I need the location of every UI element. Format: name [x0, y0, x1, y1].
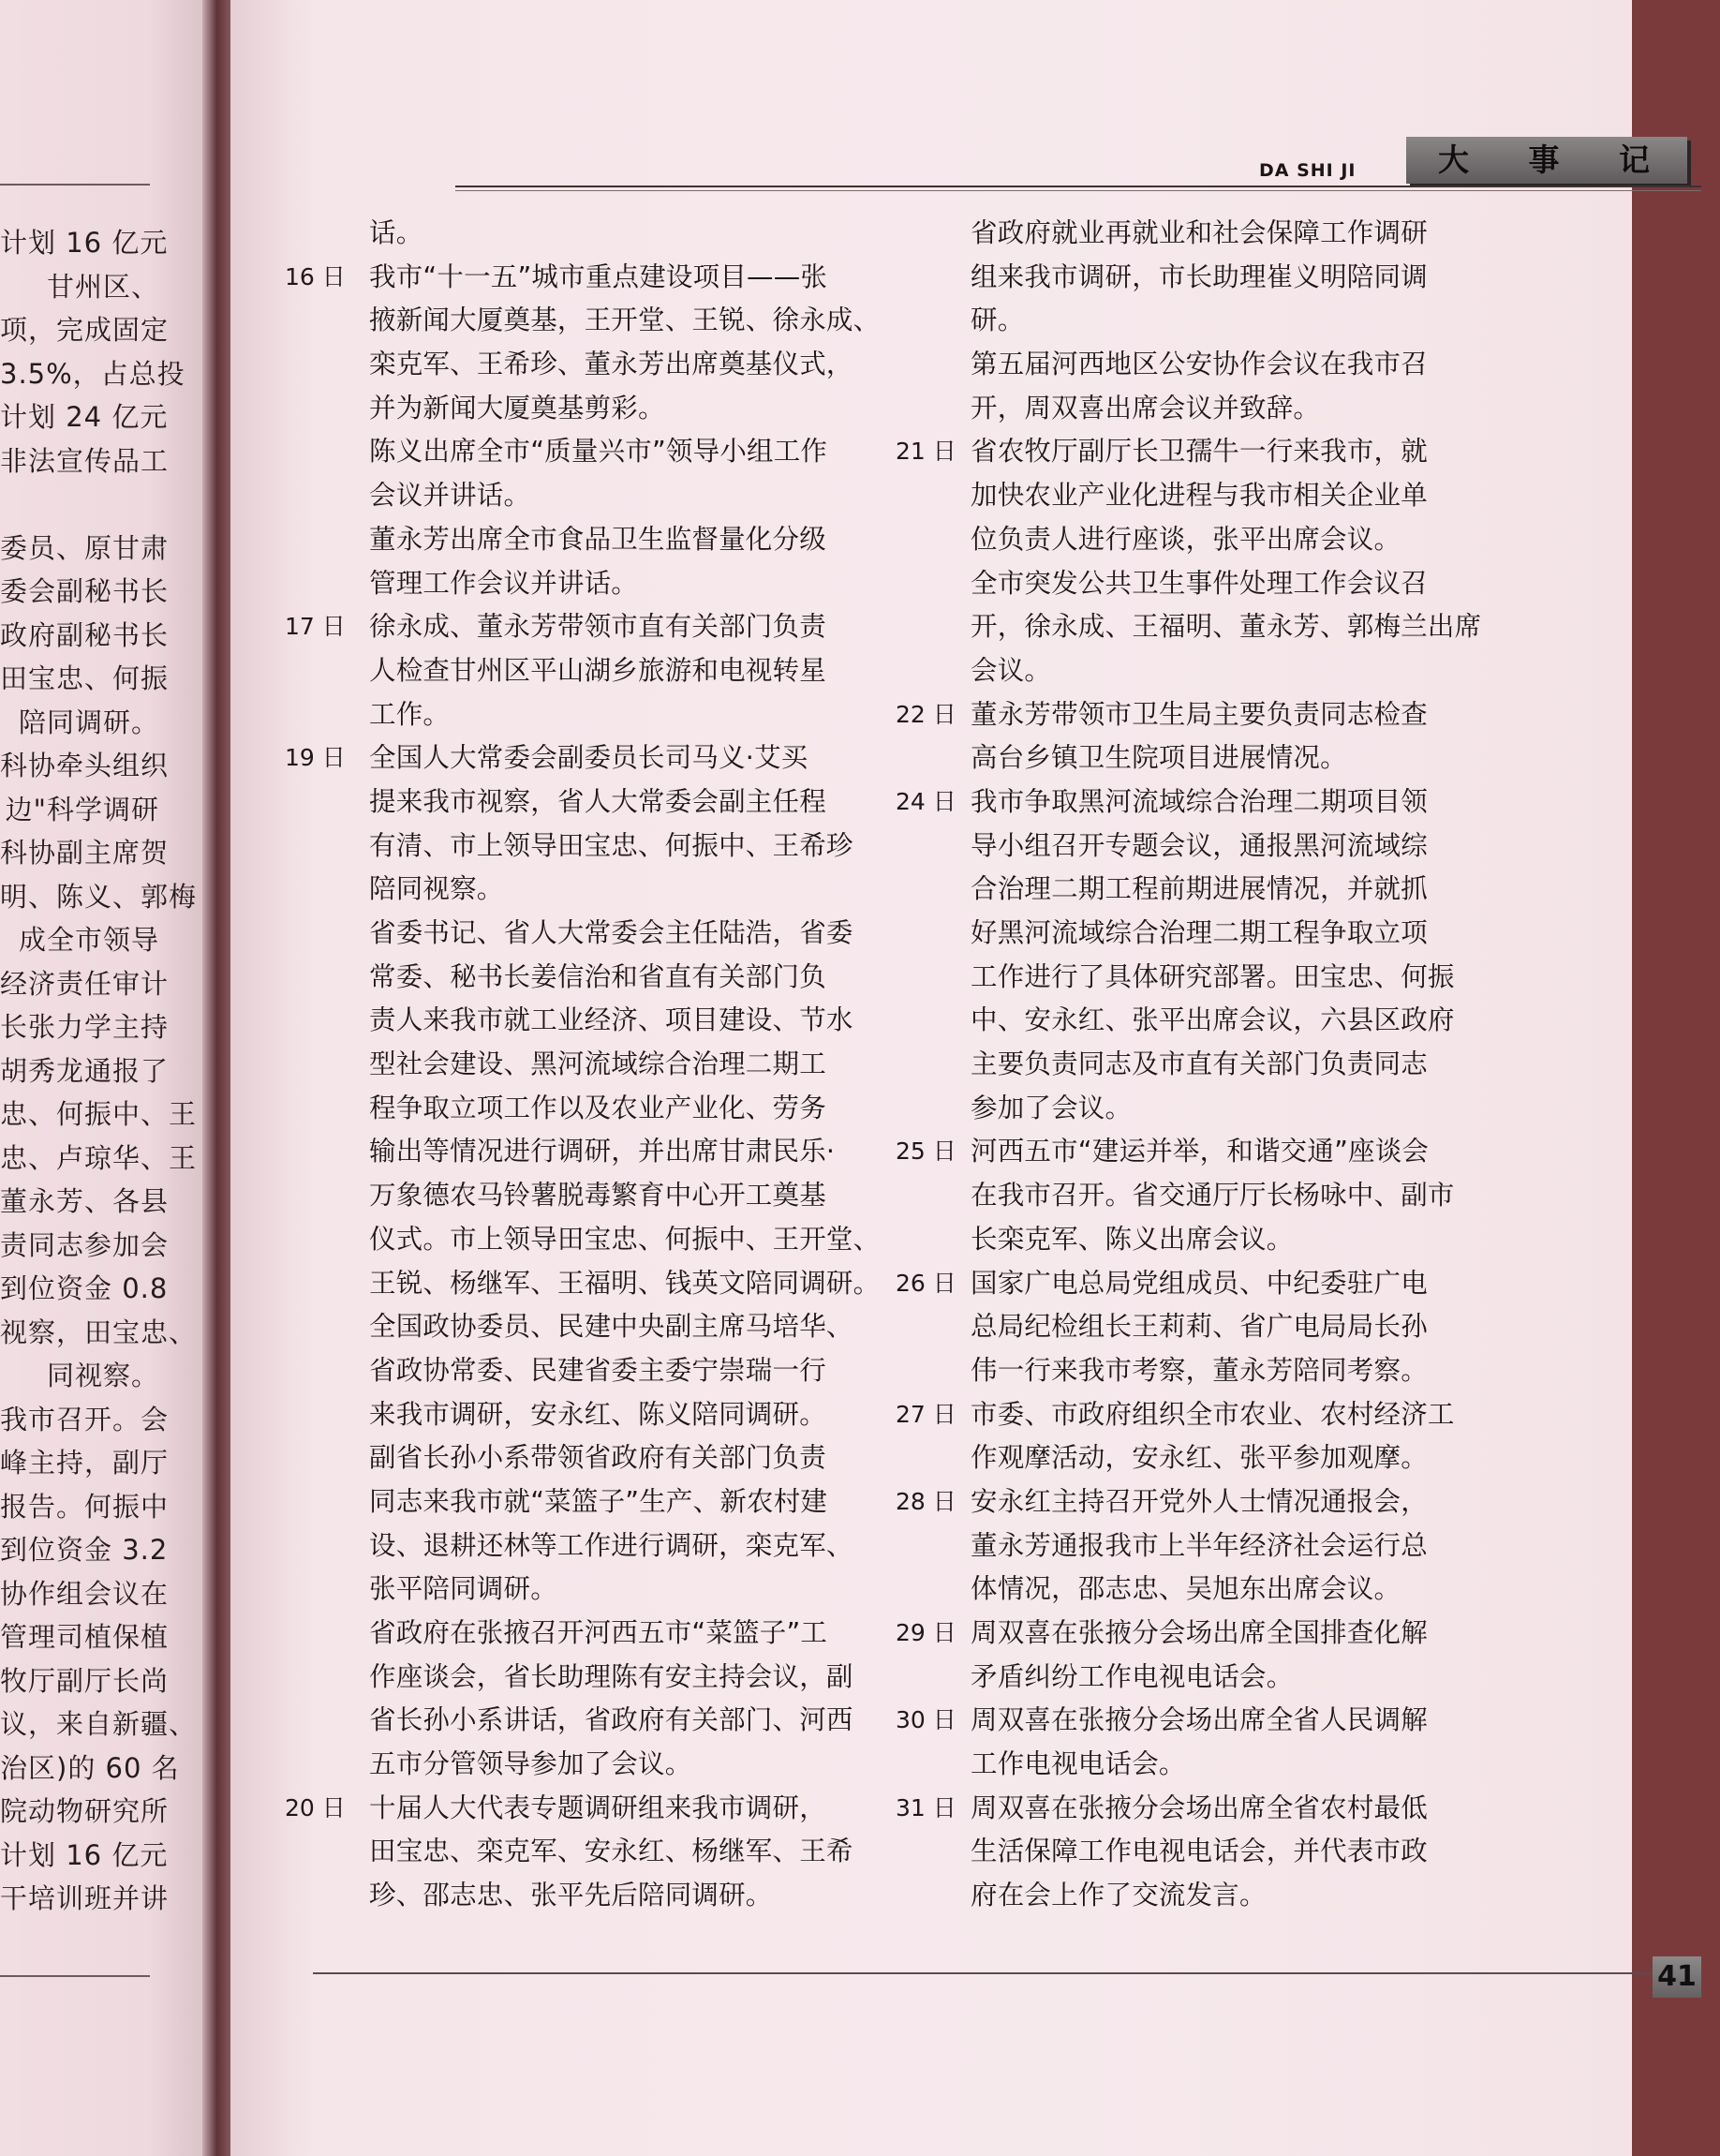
entry-text	[369, 605, 852, 736]
facing-page-line: 计划 16 亿元	[0, 1838, 169, 1871]
entry-text	[369, 1436, 852, 1612]
entry-text-line: 会议并讲话。	[369, 480, 531, 512]
entry-text-line: 工作电视电话会。	[971, 1748, 1186, 1780]
facing-page-line: 政府副秘书长	[0, 618, 170, 651]
section-title: 大 事 记	[1438, 141, 1674, 178]
chronicle-entry	[896, 1130, 1720, 1261]
chronicle-entry	[285, 1787, 941, 1918]
chronicle-entry	[896, 1393, 1720, 1480]
entry-text-line: 主要负责同志及市直有关部门负责同志	[971, 1048, 1428, 1080]
facing-page-line: 委会副秘书长	[0, 575, 170, 607]
entry-text	[369, 518, 852, 605]
entry-text-line: 研。	[971, 305, 1025, 336]
entry-text-line: 河西五市“建运并举，和谐交通”座谈会	[971, 1136, 1430, 1167]
facing-page-line: 明、陈义、郭梅	[0, 880, 198, 913]
entry-date	[285, 1305, 369, 1436]
entry-text-line: 张平陪同调研。	[369, 1573, 557, 1605]
entry-text-line: 五市分管领导参加了会议。	[369, 1748, 692, 1780]
entry-text-line: 市委、市政府组织全市农业、农村经济工	[971, 1398, 1455, 1430]
entry-date	[896, 212, 971, 343]
facing-page-line: 科协牵头组织	[0, 750, 170, 781]
entry-text-line: 作座谈会，省长助理陈有安主持会议，副	[369, 1660, 853, 1692]
chronicle-entry	[285, 912, 941, 1305]
entry-text-line: 徐永成、董永芳带领市直有关部门负责	[369, 611, 826, 643]
facing-page-line: 甘州区、	[46, 270, 159, 303]
facing-page-line: 成全市领导	[18, 924, 159, 956]
chronicle-entry	[896, 562, 1720, 693]
header-pinyin: DA SHI JI	[1259, 160, 1357, 181]
entry-text-line: 董永芳带领市卫生局主要负责同志检查	[971, 698, 1428, 730]
entry-text-line: 程争取立项工作以及农业产业化、劳务	[369, 1092, 826, 1123]
entry-text-line: 陪同视察。	[369, 873, 504, 905]
entry-text	[369, 1305, 852, 1436]
entry-date	[285, 1612, 369, 1787]
facing-page-top-rule	[0, 184, 150, 186]
entry-text-line: 府在会上作了交流发言。	[971, 1880, 1267, 1911]
entry-text	[369, 212, 852, 256]
entry-text-line: 好黑河流域综合治理二期工程争取立项	[971, 917, 1428, 948]
entry-text-line: 田宝忠、栾克军、安永红、杨继军、王希	[369, 1836, 853, 1867]
chronicle-entry	[896, 693, 1720, 781]
entry-date: 20 日	[285, 1793, 346, 1821]
facing-page-line: 管理司植保植	[0, 1621, 170, 1653]
entry-text-line: 设、退耕还林等工作进行调研，栾克军、	[369, 1529, 853, 1561]
facing-page-line: 我市召开。会	[0, 1403, 170, 1435]
entry-text-line: 陈义出席全市“质量兴市”领导小组工作	[369, 436, 828, 468]
facing-page-line: 到位资金 0.8	[0, 1272, 169, 1304]
entry-text-line: 在我市召开。省交通厅厅长杨咏中、副市	[971, 1180, 1455, 1212]
entry-date	[896, 562, 971, 693]
chronicle-entry	[896, 343, 1720, 430]
entry-date	[285, 518, 369, 605]
page-number: 41	[1653, 1956, 1701, 1998]
entry-text-line: 提来我市视察，省人大常委会副主任程	[369, 785, 826, 817]
entry-date	[285, 430, 369, 517]
chronicle-entry	[285, 1436, 941, 1612]
facing-page-line: 干培训班并讲	[0, 1882, 170, 1914]
entry-text-line: 周双喜在张掖分会场出席全国排查化解	[971, 1617, 1428, 1648]
facing-page-line: 计划 16 亿元	[0, 227, 169, 259]
entry-text-line: 管理工作会议并讲话。	[369, 567, 639, 599]
entry-date: 19 日	[285, 744, 346, 772]
entry-text	[369, 736, 852, 912]
entry-text-line: 工作。	[369, 698, 451, 730]
chronicle-entry	[285, 430, 941, 517]
facing-page-line: 峰主持，副厅	[0, 1447, 170, 1479]
entry-text	[971, 343, 1476, 430]
entry-text-line: 生活保障工作电视电话会，并代表市政	[971, 1836, 1428, 1867]
entry-text	[369, 256, 881, 431]
entry-text-line: 全市突发公共卫生事件处理工作会议召	[971, 567, 1428, 599]
entry-date: 17 日	[285, 613, 346, 641]
chronicle-entry	[896, 781, 1720, 1131]
facing-page-line: 委员、原甘肃	[0, 531, 170, 564]
entry-text-line: 参加了会议。	[971, 1092, 1133, 1123]
entry-date: 27 日	[896, 1400, 956, 1428]
entry-text-line: 董永芳通报我市上半年经济社会运行总	[971, 1529, 1428, 1561]
facing-page-line: 院动物研究所	[0, 1795, 170, 1827]
entry-text	[369, 1612, 852, 1787]
entry-text-line: 开，周双喜出席会议并致辞。	[971, 392, 1321, 424]
entry-text-line: 仪式。市上领导田宝忠、何振中、王开堂、	[369, 1223, 881, 1255]
facing-page-line: 边"科学调研	[5, 793, 159, 825]
entry-text-line: 体情况，邵志忠、吴旭东出席会议。	[971, 1573, 1401, 1605]
facing-page-line: 田宝忠、何振	[0, 662, 170, 694]
entry-text-line: 总局纪检组长王莉莉、省广电局局长孙	[971, 1311, 1428, 1343]
footer-rule	[313, 1972, 1699, 1974]
chronicle-entry	[896, 1787, 1720, 1918]
entry-text-line: 国家广电总局党组成员、中纪委驻广电	[971, 1267, 1428, 1299]
entry-text-line: 省政府在张掖召开河西五市“菜篮子”工	[369, 1617, 828, 1648]
entry-text-line: 全国政协委员、民建中央副主席马培华、	[369, 1311, 853, 1343]
entry-text-line: 王锐、杨继军、王福明、钱英文陪同调研。	[369, 1267, 881, 1299]
entry-text	[369, 430, 852, 517]
entry-date: 22 日	[896, 700, 956, 728]
entry-text-line: 珍、邵志忠、张平先后陪同调研。	[369, 1880, 773, 1911]
entry-text	[971, 212, 1476, 343]
entry-text-line: 导小组召开专题会议，通报黑河流域综	[971, 829, 1428, 861]
entry-text-line: 责人来我市就工业经济、项目建设、节水	[369, 1004, 853, 1036]
entry-text-line: 伟一行来我市考察，董永芳陪同考察。	[971, 1354, 1428, 1386]
entry-text-line: 万象德农马铃薯脱毒繁育中心开工奠基	[369, 1180, 826, 1212]
facing-page-line: 同视察。	[46, 1360, 159, 1391]
facing-page-line: 经济责任审计	[0, 967, 170, 1000]
entry-text	[971, 562, 1482, 693]
entry-text	[971, 693, 1476, 781]
right-column	[896, 212, 1720, 1918]
facing-page-line: 治区)的 60 名	[0, 1751, 180, 1784]
entry-date: 31 日	[896, 1793, 956, 1821]
main-page	[230, 0, 1697, 2156]
entry-text	[971, 1393, 1476, 1480]
entry-text	[369, 912, 881, 1305]
entry-text-line: 加快农业产业化进程与我市相关企业单	[971, 480, 1428, 512]
section-title-tab	[1406, 137, 1687, 184]
book-gutter	[202, 0, 234, 2156]
entry-text-line: 我市“十一五”城市重点建设项目——张	[369, 260, 828, 292]
entry-text-line: 掖新闻大厦奠基，王开堂、王锐、徐永成、	[369, 305, 881, 336]
entry-text	[971, 1699, 1476, 1786]
entry-text-line: 中、安永红、张平出席会议，六县区政府	[971, 1004, 1455, 1036]
facing-page-line	[0, 483, 159, 527]
entry-text-line: 工作进行了具体研究部署。田宝忠、何振	[971, 960, 1455, 992]
entry-text-line: 组来我市调研，市长助理崔义明陪同调	[971, 260, 1428, 292]
entry-text-line: 人检查甘州区平山湖乡旅游和电视转星	[369, 654, 826, 686]
facing-page-strip	[0, 0, 212, 2156]
entry-date	[285, 212, 369, 256]
chronicle-entry	[285, 736, 941, 912]
facing-page-line: 胡秀龙通报了	[0, 1054, 170, 1087]
entry-date: 25 日	[896, 1137, 956, 1166]
entry-text	[971, 781, 1476, 1131]
entry-text-line: 省农牧厅副厅长卫孺牛一行来我市，就	[971, 436, 1428, 468]
chronicle-entry	[896, 212, 1720, 343]
left-column	[285, 212, 941, 1918]
entry-date	[896, 343, 971, 430]
chronicle-entry	[896, 1699, 1720, 1786]
chronicle-entry	[285, 605, 941, 736]
entry-date: 16 日	[285, 262, 346, 290]
facing-page-line: 视察，田宝忠、	[0, 1316, 198, 1348]
entry-text-line: 董永芳出席全市食品卫生监督量化分级	[369, 523, 826, 555]
entry-date: 28 日	[896, 1487, 956, 1515]
entry-text-line: 输出等情况进行调研，并出席甘肃民乐·	[369, 1136, 836, 1167]
entry-date: 24 日	[896, 787, 956, 815]
entry-text-line: 周双喜在张掖分会场出席全省人民调解	[971, 1704, 1428, 1736]
facing-page-line: 报告。何振中	[0, 1490, 170, 1523]
chronicle-entry	[896, 430, 1720, 561]
entry-text-line: 安永红主持召开党外人士情况通报会，	[971, 1485, 1428, 1517]
entry-text-line: 我市争取黑河流域综合治理二期项目领	[971, 785, 1428, 817]
entry-text-line: 合治理二期工程前期进展情况，并就抓	[971, 873, 1428, 905]
entry-text-line: 栾克军、王希珍、董永芳出席奠基仪式，	[369, 349, 853, 380]
chronicle-entry	[896, 1262, 1720, 1393]
chronicle-entry	[285, 256, 941, 431]
entry-text-line: 省政府就业再就业和社会保障工作调研	[971, 217, 1428, 248]
facing-page-line: 项，完成固定	[0, 314, 170, 346]
entry-text-line: 位负责人进行座谈，张平出席会议。	[971, 523, 1401, 555]
entry-text-line: 会议。	[971, 654, 1052, 686]
entry-text-line: 型社会建设、黑河流域综合治理二期工	[369, 1048, 826, 1080]
facing-page-text	[0, 221, 198, 1921]
facing-page-line: 到位资金 3.2	[0, 1534, 169, 1566]
chronicle-entry	[896, 1480, 1720, 1612]
entry-text-line: 省长孙小系讲话，省政府有关部门、河西	[369, 1704, 853, 1736]
facing-page-line: 协作组会议在	[0, 1577, 170, 1610]
entry-date: 29 日	[896, 1619, 956, 1646]
entry-text-line: 话。	[369, 217, 423, 248]
facing-page-line: 忠、何振中、王	[0, 1098, 198, 1130]
entry-text	[971, 1130, 1476, 1261]
chronicle-entry	[285, 1612, 941, 1787]
header-rule	[455, 186, 1701, 187]
facing-page-line: 计划 24 亿元	[0, 401, 169, 433]
entry-text-line: 副省长孙小系带领省政府有关部门负责	[369, 1442, 826, 1474]
entry-date: 30 日	[896, 1706, 956, 1734]
entry-text-line: 作观摩活动，安永红、张平参加观摩。	[971, 1442, 1428, 1474]
entry-text-line: 省政协常委、民建省委主委宁崇瑞一行	[369, 1354, 826, 1386]
entry-text-line: 来我市调研，安永红、陈义陪同调研。	[369, 1398, 826, 1430]
header-rule-thin	[455, 190, 1701, 191]
entry-text-line: 有清、市上领导田宝忠、何振中、王希珍	[369, 829, 853, 861]
facing-page-line: 3.5%，占总投	[0, 357, 185, 390]
entry-text-line: 常委、秘书长姜信治和省直有关部门负	[369, 960, 826, 992]
entry-text-line: 省委书记、省人大常委会主任陆浩，省委	[369, 917, 853, 948]
chronicle-entry	[896, 1612, 1720, 1699]
entry-text-line: 高台乡镇卫生院项目进展情况。	[971, 742, 1347, 774]
entry-text	[369, 1787, 852, 1918]
facing-page-line: 非法宣传品工	[0, 444, 170, 477]
facing-page-line: 董永芳、各县	[0, 1185, 170, 1217]
entry-date	[285, 912, 369, 1305]
entry-text	[971, 1480, 1476, 1612]
entry-text-line: 长栾克军、陈义出席会议。	[971, 1223, 1294, 1255]
entry-text	[971, 1262, 1476, 1393]
entry-text-line: 开，徐永成、王福明、董永芳、郭梅兰出席	[971, 611, 1482, 643]
facing-page-line: 忠、卢琼华、王	[0, 1141, 198, 1174]
entry-text	[971, 430, 1476, 561]
entry-text-line: 十届人大代表专题调研组来我市调研，	[369, 1792, 826, 1823]
entry-date	[285, 1436, 369, 1612]
entry-text-line: 全国人大常委会副委员长司马义·艾买	[369, 742, 808, 774]
facing-page-line: 陪同调研。	[18, 706, 159, 738]
facing-page-line: 科协副主席贺	[0, 837, 170, 869]
facing-page-bottom-rule	[0, 1975, 150, 1977]
entry-date: 26 日	[896, 1269, 956, 1297]
facing-page-line: 长张力学主持	[0, 1011, 170, 1043]
chronicle-entry	[285, 212, 941, 256]
entry-date: 21 日	[896, 438, 956, 466]
facing-page-line: 牧厅副厅长尚	[0, 1664, 170, 1697]
entry-text	[971, 1787, 1476, 1918]
facing-page-line: 责同志参加会	[0, 1228, 170, 1261]
entry-text-line: 周双喜在张掖分会场出席全省农村最低	[971, 1792, 1428, 1823]
entry-text-line: 第五届河西地区公安协作会议在我市召	[971, 349, 1428, 380]
facing-page-line: 议，来自新疆、	[0, 1708, 198, 1740]
chronicle-entry	[285, 518, 941, 605]
entry-text	[971, 1612, 1476, 1699]
chronicle-entry	[285, 1305, 941, 1436]
entry-text-line: 并为新闻大厦奠基剪彩。	[369, 392, 665, 424]
entry-text-line: 同志来我市就“菜篮子”生产、新农村建	[369, 1485, 828, 1517]
entry-text-line: 矛盾纠纷工作电视电话会。	[971, 1660, 1294, 1692]
